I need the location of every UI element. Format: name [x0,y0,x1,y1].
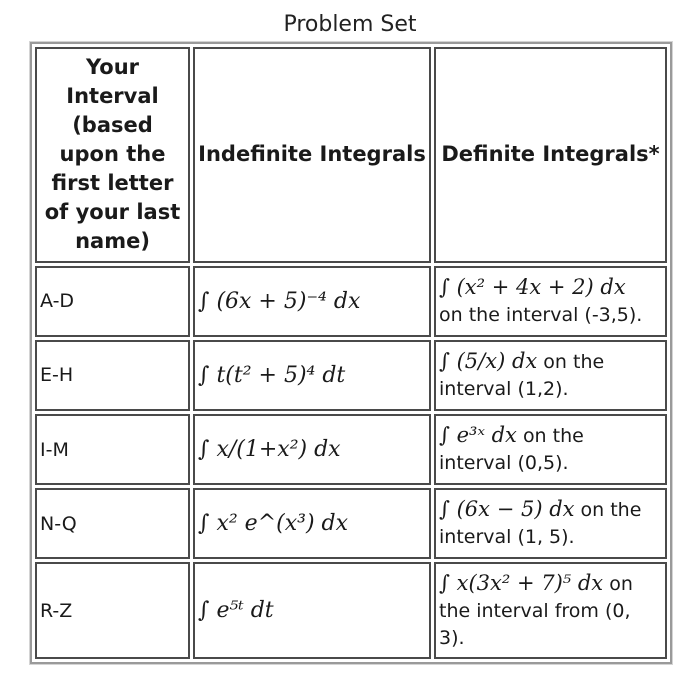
interval-cell: R-Z [35,562,190,659]
definite-expression: ∫ e³ˣ dx [439,423,517,448]
interval-cell: A-D [35,266,190,337]
definite-integral-cell [434,266,667,337]
definite-integral-cell [434,340,667,411]
problem-set-table [30,42,672,664]
header-indefinite: Indefinite Integrals [193,47,431,263]
definite-expression: ∫ (6x − 5) dx [439,497,575,522]
definite-expression: ∫ (x² + 4x + 2) dx [439,274,626,299]
header-row [35,47,667,263]
definite-interval-text: on the interval (0,5). [439,425,584,475]
definite-integral-cell [434,488,667,559]
table-row [35,488,667,559]
table-row [35,266,667,337]
indefinite-integral-cell: ∫ e⁵ᵗ dt [193,562,431,659]
definite-interval-text: on the interval from (0, 3). [439,572,633,649]
indefinite-integral-cell: ∫ (6x + 5)⁻⁴ dx [193,266,431,337]
table-caption: Problem Set [283,12,417,37]
definite-interval-text: on the interval (-3,5). [439,303,643,326]
definite-integral-cell [434,562,667,659]
interval-cell: E-H [35,340,190,411]
indefinite-integral-cell: ∫ x² e^(x³) dx [193,488,431,559]
table-row [35,414,667,485]
table-row [35,562,667,659]
interval-cell: I-M [35,414,190,485]
definite-integral-cell [434,414,667,485]
table-row [35,340,667,411]
header-definite: Definite Integrals* [434,47,667,263]
definite-expression: ∫ (5/x) dx [439,348,538,373]
definite-interval-text: on the interval (1,2). [439,350,605,400]
definite-expression: ∫ x(3x² + 7)⁵ dx [439,570,604,595]
indefinite-integral-cell: ∫ t(t² + 5)⁴ dt [193,340,431,411]
interval-cell: N-Q [35,488,190,559]
header-interval: Your Interval (based upon the first letter of your last name) [35,47,190,263]
indefinite-integral-cell: ∫ x/(1+x²) dx [193,414,431,485]
definite-interval-text: on the interval (1, 5). [439,499,642,549]
